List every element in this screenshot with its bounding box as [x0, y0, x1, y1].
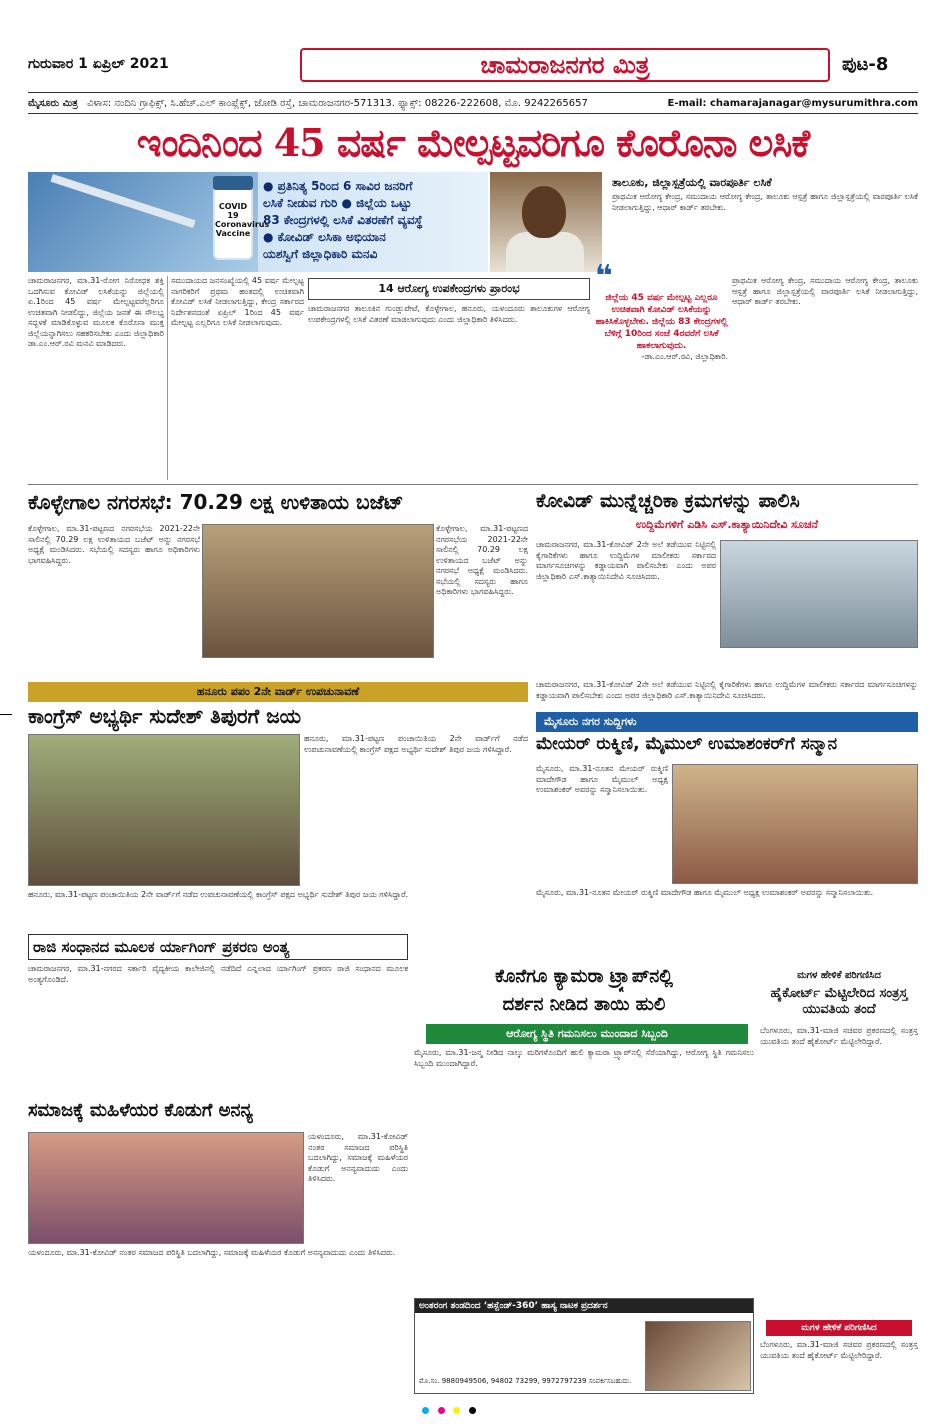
lead-kicker: ತಾಲೂಕು, ಜಿಲ್ಲಾಸ್ಪತ್ರೆಯಲ್ಲಿ ವಾರಪೂರ್ತಿ ಲಸಿಕೆ — [612, 176, 772, 189]
congress-headline: ಕಾಂಗ್ರೆಸ್ ಅಭ್ಯರ್ಥಿ ಸುದೇಶ್ ತಿಪುರಗೆ ಜಯ — [28, 704, 302, 728]
brand-name: ಮೈಸೂರು ಮಿತ್ರ — [28, 98, 78, 109]
margin-tick — [0, 714, 12, 715]
covid-subhead: ಉದ್ದಿಮೆಗಳಿಗೆ ಎಡಿಸಿ ಎಸ್.ಕಾತ್ಯಾಯಿನಿದೇವಿ ಸೂಚನೆ — [635, 518, 819, 531]
column-rule — [167, 276, 168, 480]
quote-box — [595, 259, 728, 486]
bullet-line: ● ಪ್ರತಿನಿತ್ಯ 5ರಿಂದ 6 ಸಾವಿರ ಜನರಿಗೆ — [263, 179, 413, 193]
court-headline: ಹೈಕೋರ್ಟ್ ಮೆಟ್ಟಿಲೇರಿದ ಸಂತ್ರಸ್ತ ಯುವತಿಯ ತಂದೆ — [770, 986, 908, 1017]
yellow-dot — [453, 1407, 460, 1414]
ragging-text: ಚಾಮರಾಜನಗರ, ಮಾ.31-ನಗರದ ಸರ್ಕಾರಿ ವೈದ್ಯಕೀಯ ಕಾಲೇಜಿನಲ್ಲಿ ನಡೆದಿದೆ ಎನ್ನಲಾದ ರ್ಯಾಗಿಂಗ್ ಪ್ರಕರಣ ರಾಜಿ ಸಂಧಾನದ ಮೂಲಕ ಅಂತ್ಯಗೊಂಡಿದೆ. — [28, 964, 408, 984]
budget-headline — [28, 490, 528, 520]
woman-event-photo — [28, 1132, 304, 1244]
section-rule — [28, 484, 918, 485]
bullet-line: 83 ಕೇಂದ್ರಗಳಲ್ಲಿ ಲಸಿಕೆ ವಿತರಣೆಗೆ ವ್ಯವಸ್ಥೆ — [263, 213, 423, 227]
woman-headline: ಸಮಾಜಕ್ಕೆ ಮಹಿಳೆಯರ ಕೊಡುಗೆ ಅನನ್ಯ — [28, 1100, 253, 1121]
quote-text: ಜಿಲ್ಲೆಯ 45 ವರ್ಷ ಮೇಲ್ಪಟ್ಟ ಎಲ್ಲರೂ ಉಚಿತವಾಗಿ ಕೋವಿಡ್ ಲಸಿಕೆಯನ್ನು ಹಾಕಿಸಿಕೊಳ್ಳಬೇಕು. ಜಿಲ್ಲೆಯ 83 ಕೇಂದ್ರಗಳಲ್ಲಿ ಬೆಳಿಗ್ಗೆ 10ರಿಂದ ಸಂಜೆ 4ರವರೆಗೆ ಲಸಿಕೆ ಹಾಕಲಾಗುವುದು. — [595, 293, 728, 351]
address-strip — [28, 92, 918, 114]
ragging-headline: ರಾಜಿ ಸಂಧಾನದ ಮೂಲಕ ರ್ಯಾಗಿಂಗ್ ಪ್ರಕರಣ ಅಂತ್ಯ — [28, 934, 408, 960]
budget-text: ಕೊಳ್ಳೇಗಾಲ, ಮಾ.31-ಪಟ್ಟಣದ ನಗರಸಭೆಯ 2021-22ನೇ ಸಾಲಿನಲ್ಲಿ 70.29 ಲಕ್ಷ ಉಳಿತಾಯದ ಬಜೆಟ್ ಅನ್ನು ನಗರಸಭೆ ಅಧ್ಯಕ್ಷೆ ಮಂಡಿಸಿದರು. ಸಭೆಯಲ್ಲಿ ಸದಸ್ಯರು ಹಾಗೂ ಅಧಿಕಾರಿಗಳು ಭಾಗವಹಿಸಿದ್ದರು. — [28, 524, 200, 565]
court-box-label: ಮಗಳ ಹೇಳಿಕೆ ಪರಿಗಣಿಸಿದ — [766, 1320, 912, 1336]
magenta-dot — [438, 1407, 445, 1414]
congress-text-1: ಹನೂರು, ಮಾ.31-ಪಟ್ಟಣ ಪಂಚಾಯಿತಿಯ 2ನೇ ವಾರ್ಡ್‌ಗೆ ನಡೆದ ಉಪಚುನಾವಣೆಯಲ್ಲಿ ಕಾಂಗ್ರೆಸ್ ಪಕ್ಷದ ಅಭ್ಯರ್ಥಿ ಸುದೇಶ್ ತಿಪುರ ಜಯ ಗಳಿಸಿದ್ದಾರೆ. — [304, 734, 528, 754]
quote-mark-icon: ❝ — [595, 259, 613, 294]
lead-bullets — [263, 178, 513, 263]
mayor-text: ಮೈಸೂರು, ಮಾ.31-ನೂತನ ಮೇಯರ್ ರುಕ್ಮಿಣಿ ಮಾದೇಗೌಡ ಹಾಗೂ ಮೈಮುಲ್ ಅಧ್ಯಕ್ಷ ಉಮಾಶಂಕರ್ ಅವರನ್ನು ಸನ್ಮಾನಿಸಲಾಯಿತು. — [536, 764, 668, 794]
budget-meeting-photo — [202, 524, 434, 658]
byelection-bar: ಹನೂರು ಪಪಂ 2ನೇ ವಾರ್ಡ್ ಉಪಚುನಾವಣೆ — [28, 682, 528, 702]
quote-attribution: -ಡಾ.ಎಂ.ಆರ್.ರವಿ, ಜಿಲ್ಲಾಧಿಕಾರಿ. — [641, 352, 728, 361]
congress-text-2: ಹನೂರು, ಮಾ.31-ಪಟ್ಟಣ ಪಂಚಾಯಿತಿಯ 2ನೇ ವಾರ್ಡ್‌ಗೆ ನಡೆದ ಉಪಚುನಾವಣೆಯಲ್ಲಿ ಕಾಂಗ್ರೆಸ್ ಪಕ್ಷದ ಅಭ್ಯರ್ಥಿ ಸುದೇಶ್ ತಿಪುರ ಜಯ ಗಳಿಸಿದ್ದಾರೆ. — [28, 890, 409, 899]
lead-headline: ಇಂದಿನಿಂದ 45 ವರ್ಷ ಮೇಲ್ಪಟ್ಟವರಿಗೂ ಕೊರೊನಾ ಲಸಿಕೆ — [136, 120, 810, 165]
masthead: ಚಾಮರಾಜನಗರ ಮಿತ್ರ — [300, 48, 830, 82]
covid-text-2: ಚಾಮರಾಜನಗರ, ಮಾ.31-ಕೋವಿಡ್ 2ನೇ ಅಲೆ ತಡೆಯುವ ನಿಟ್ಟಿನಲ್ಲಿ ಕೈಗಾರಿಕೆಗಳು ಹಾಗೂ ಉದ್ದಿಮೆಗಳ ಮಾಲೀಕರು ಸರ್ಕಾರದ ಮಾರ್ಗಸೂಚಿಗಳನ್ನು ಕಡ್ಡಾಯವಾಗಿ ಪಾಲಿಸಬೇಕು ಎಂದು ಅಪರ ಜಿಲ್ಲಾಧಿಕಾರಿ ಎಸ್.ಕಾತ್ಯಾಯಿನಿದೇವಿ ಸೂಚಿಸಿದರು. — [536, 680, 918, 700]
drama-photo — [645, 1321, 751, 1391]
syringe-graphic — [50, 174, 195, 228]
vaccine-banner — [28, 172, 488, 272]
mayor-text-2: ಮೈಸೂರು, ಮಾ.31-ನೂತನ ಮೇಯರ್ ರುಕ್ಮಿಣಿ ಮಾದೇಗೌಡ ಹಾಗೂ ಮೈಮುಲ್ ಅಧ್ಯಕ್ಷ ಉಮಾಶಂಕರ್ ಅವರನ್ನು ಸನ್ಮಾನಿಸಲಾಯಿತು. — [536, 888, 874, 897]
subcenters-box: 14 ಆರೋಗ್ಯ ಉಪಕೇಂದ್ರಗಳು ಪ್ರಾರಂಭ — [308, 278, 590, 300]
mayor-felicitation-photo — [672, 764, 918, 884]
lead-col2-text: ಸಮುದಾಯದ ಜನಸಂಖ್ಯೆಯಲ್ಲಿ 45 ವರ್ಷ ಮೇಲ್ಪಟ್ಟ ನಾಗರಿಕರಿಗೆ ಪ್ರಥಮ ಹಂತದಲ್ಲಿ ಉಚಿತವಾಗಿ ಕೋವಿಡ್ ಲಸಿಕೆ ನೀಡಲಾಗುತ್ತಿದ್ದು, ಕೇಂದ್ರ ಸರ್ಕಾರದ ನಿರ್ದೇಶನದಂತೆ ಏಪ್ರಿಲ್ 1ರಿಂದ 45 ವರ್ಷ ಮೇಲ್ಪಟ್ಟ ಎಲ್ಲರಿಗೂ ಲಸಿಕೆ ನೀಡಲಾಗುವುದು. — [171, 276, 304, 327]
tiger-subhead: ಆರೋಗ್ಯ ಸ್ಥಿತಿ ಗಮನಿಸಲು ಮುಂದಾದ ಸಿಬ್ಬಂದಿ — [426, 1024, 748, 1044]
mysuru-news-bar: ಮೈಸೂರು ನಗರ ಸುದ್ದಿಗಳು — [536, 712, 918, 732]
tiger-headline-1: ಕೊನೆಗೂ ಕ್ಯಾಮರಾ ಟ್ರ್ಯಾಪ್‌ನಲ್ಲಿ — [495, 966, 673, 987]
email: E-mail: chamarajanagar@mysurumithra.com — [667, 98, 918, 109]
lead-col3-text: ಚಾಮರಾಜನಗರ ತಾಲೂಕಿನ ಗುಂಡ್ಲುಪೇಟೆ, ಕೊಳ್ಳೇಗಾಲ, ಹನೂರು, ಯಳಂದೂರು ತಾಲೂಕುಗಳ ಆರೋಗ್ಯ ಉಪಕೇಂದ್ರಗಳಲ್ಲಿ ಲಸಿಕೆ ವಿತರಣೆ ಮಾಡಲಾಗುವುದು ಎಂದು ಜಿಲ್ಲಾಧಿಕಾರಿ ತಿಳಿಸಿದರು. — [308, 304, 590, 324]
vial-cap-graphic — [213, 176, 253, 190]
court-text-2: ಬೆಂಗಳೂರು, ಮಾ.31-ಮಾಜಿ ಸಚಿವರ ಪ್ರಕರಣದಲ್ಲಿ ಸಂತ್ರಸ್ತ ಯುವತಿಯ ತಂದೆ ಹೈಕೋರ್ಟ್ ಮೆಟ್ಟಿಲೇರಿದ್ದಾರೆ. — [760, 1340, 918, 1360]
page-number: ಪುಟ-8 — [842, 54, 889, 75]
woman-text-side: ಯಳಂದೂರು, ಮಾ.31-ಕೋವಿಡ್ ನಂತರ ಸಮಾಜದ ಪರಿಸ್ಥಿತಿ ಬದಲಾಗಿದ್ದು, ಸಮಾಜಕ್ಕೆ ಮಹಿಳೆಯರ ಕೊಡುಗೆ ಅನನ್ಯವಾದುದು ಎಂದು ತಿಳಿಸಿದರು. — [308, 1132, 408, 1183]
drama-headline: ಅಂತರಂಗ ತಂಡದಿಂದ ‘ಹಸ್ಬೆಂಡ್-360’ ಹಾಸ್ಯ ನಾಟಕ ಪ್ರದರ್ಶನ — [415, 1299, 753, 1313]
photo-figure-head — [522, 186, 566, 238]
address: ವಿಳಾಸ: ನಂದಿನಿ ಗ್ರಾಫಿಕ್ಸ್, ಸಿ.ಹೆಚ್.ಎಲ್ ಕಾಂಪ್ಲೆಕ್ಸ್, ಜೋಡಿ ರಸ್ತೆ, ಚಾಮರಾಜನಗರ-571313. ಫ್ಯಾಕ್ಸ್: 08226-222608, ಮೊ. 9242265657 — [87, 98, 588, 109]
covid-meeting-photo — [720, 540, 918, 648]
woman-text: ಯಳಂದೂರು, ಮಾ.31-ಕೋವಿಡ್ ನಂತರ ಸಮಾಜದ ಪರಿಸ್ಥಿತಿ ಬದಲಾಗಿದ್ದು, ಸಮಾಜಕ್ಕೆ ಮಹಿಳೆಯರ ಕೊಡುಗೆ ಅನನ್ಯವಾದುದು ಎಂದು ತಿಳಿಸಿದರು. — [28, 1248, 396, 1257]
bullet-line: ● ಕೋವಿಡ್ ಲಸಿಕಾ ಅಭಿಯಾನ — [263, 230, 386, 244]
print-registration-marks — [420, 1407, 478, 1416]
tiger-text: ಮೈಸೂರು, ಮಾ.31-ಜನ್ಮ ನೀಡಿದ ನಾಲ್ಕು ಮರಿಗಳೊಂದಿಗೆ ಹುಲಿ ಕ್ಯಾಮರಾ ಟ್ರ್ಯಾಪ್‌ನಲ್ಲಿ ಸೆರೆಯಾಗಿದ್ದು, ಆರೋಗ್ಯ ಸ್ಥಿತಿ ಗಮನಿಸಲು ಸಿಬ್ಬಂದಿ ಮುಂದಾಗಿದ್ದಾರೆ. — [414, 1048, 754, 1068]
budget-text-2: ಕೊಳ್ಳೇಗಾಲ, ಮಾ.31-ಪಟ್ಟಣದ ನಗರಸಭೆಯ 2021-22ನೇ ಸಾಲಿನಲ್ಲಿ 70.29 ಲಕ್ಷ ಉಳಿತಾಯದ ಬಜೆಟ್ ಅನ್ನು ನಗರಸಭೆ ಅಧ್ಯಕ್ಷೆ ಮಂಡಿಸಿದರು. ಸಭೆಯಲ್ಲಿ ಸದಸ್ಯರು ಹಾಗೂ ಅಧಿಕಾರಿಗಳು ಭಾಗವಹಿಸಿದ್ದರು. — [436, 524, 528, 596]
lead-col1-text: ಚಾಮರಾಜನಗರ, ಮಾ.31-ರೋಗ ನಿರೋಧಕ ಶಕ್ತಿ ಒದಗಿಸುವ ಕೋವಿಡ್ ಲಸಿಕೆಯನ್ನು ಜಿಲ್ಲೆಯಲ್ಲಿ ಏ.1ರಿಂದ 45 ವರ್ಷ ಮೇಲ್ಪಟ್ಟವರೆಲ್ಲರಿಗೂ ಉಚಿತವಾಗಿ ನೀಡಲಿದ್ದು, ಜಿಲ್ಲೆಯ ಜನತೆ ಈ ಸೌಲಭ್ಯ ಸದ್ಬಳಕೆ ಮಾಡಿಕೊಳ್ಳುವ ಮೂಲಕ ಕೊರೊನಾ ಮುಕ್ತ ಜಿಲ್ಲೆಯನ್ನಾಗಿಸಲು ಸಹಕರಿಸಬೇಕು ಎಂದು ಜಿಲ್ಲಾಧಿಕಾರಿ ಡಾ.ಎಂ.ಆರ್.ರವಿ ಮನವಿ ಮಾಡಿದರು. — [28, 276, 164, 348]
lead-col4-text: ಪ್ರಾಥಮಿಕ ಆರೋಗ್ಯ ಕೇಂದ್ರ, ಸಮುದಾಯ ಆರೋಗ್ಯ ಕೇಂದ್ರ, ತಾಲೂಕು ಆಸ್ಪತ್ರೆ ಹಾಗೂ ಜಿಲ್ಲಾಸ್ಪತ್ರೆಯಲ್ಲಿ ವಾರಪೂರ್ತಿ ಲಸಿಕೆ ನೀಡಲಾಗುತ್ತಿದ್ದು, ಆಧಾರ್ ಕಾರ್ಡ್ ತರಬೇಕು. — [612, 192, 918, 212]
issue-date: ಗುರುವಾರ 1 ಏಪ್ರಿಲ್ 2021 — [28, 56, 169, 72]
court-text: ಬೆಂಗಳೂರು, ಮಾ.31-ಮಾಜಿ ಸಚಿವರ ಪ್ರಕರಣದಲ್ಲಿ ಸಂತ್ರಸ್ತ ಯುವತಿಯ ತಂದೆ ಹೈಕೋರ್ಟ್ ಮೆಟ್ಟಿಲೇರಿದ್ದಾರೆ. — [760, 1026, 918, 1046]
tiger-headline-2: ದರ್ಶನ ನೀಡಿದ ತಾಯಿ ಹುಲಿ — [502, 994, 666, 1015]
mayor-headline: ಮೇಯರ್ ರುಕ್ಮಿಣಿ, ಮೈಮುಲ್ ಉಮಾಶಂಕರ್‌ಗೆ ಸನ್ಮಾನ — [536, 734, 838, 754]
covid-text: ಚಾಮರಾಜನಗರ, ಮಾ.31-ಕೋವಿಡ್ 2ನೇ ಅಲೆ ತಡೆಯುವ ನಿಟ್ಟಿನಲ್ಲಿ ಕೈಗಾರಿಕೆಗಳು ಹಾಗೂ ಉದ್ದಿಮೆಗಳ ಮಾಲೀಕರು ಸರ್ಕಾರದ ಮಾರ್ಗಸೂಚಿಗಳನ್ನು ಕಡ್ಡಾಯವಾಗಿ ಪಾಲಿಸಬೇಕು ಎಂದು ಅಪರ ಜಿಲ್ಲಾಧಿಕಾರಿ ಎಸ್.ಕಾತ್ಯಾಯಿನಿದೇವಿ ಸೂಚಿಸಿದರು. — [536, 540, 716, 581]
black-dot — [469, 1407, 476, 1414]
budget-headline-text: ಕೊಳ್ಳೇಗಾಲ ನಗರಸಭೆ: 70.29 ಲಕ್ಷ ಉಳಿತಾಯ ಬಜೆಟ್ — [28, 490, 404, 514]
drama-contact: ಮೊ.ಸಂ. 9880949506, 94802 73299, 9972797239 ಸಂಪರ್ಕಿಸಬಹುದು. — [419, 1377, 632, 1385]
lead-col5-text: ಪ್ರಾಥಮಿಕ ಆರೋಗ್ಯ ಕೇಂದ್ರ, ಸಮುದಾಯ ಆರೋಗ್ಯ ಕೇಂದ್ರ, ತಾಲೂಕು ಆಸ್ಪತ್ರೆ ಹಾಗೂ ಜಿಲ್ಲಾಸ್ಪತ್ರೆಯಲ್ಲಿ ವಾರಪೂರ್ತಿ ಲಸಿಕೆ ನೀಡಲಾಗುತ್ತಿದ್ದು, ಆಧಾರ್ ಕಾರ್ಡ್ ತರಬೇಕು. — [732, 276, 918, 306]
bullet-line: ಲಸಿಕೆ ನೀಡುವ ಗುರಿ ● ಜಿಲ್ಲೆಯ ಒಟ್ಟು — [263, 196, 412, 210]
vaccine-image — [28, 172, 270, 272]
photo-figure-body — [506, 232, 584, 272]
covid-headline: ಕೋವಿಡ್ ಮುನ್ನೆಚ್ಚರಿಕಾ ಕ್ರಮಗಳನ್ನು ಪಾಲಿಸಿ — [536, 490, 800, 512]
congress-victory-photo — [28, 734, 300, 886]
cyan-dot — [422, 1407, 429, 1414]
bullet-line: ಯಶಸ್ವಿಗೆ ಜಿಲ್ಲಾಧಿಕಾರಿ ಮನವಿ — [263, 247, 378, 261]
vial-label: COVID 19 Coronavirus Vaccine — [215, 202, 270, 238]
court-kicker: ಮಗಳ ಹೇಳಿಕೆ ಪರಿಗಣಿಸಿದ — [797, 970, 881, 981]
drama-box — [414, 1298, 754, 1394]
